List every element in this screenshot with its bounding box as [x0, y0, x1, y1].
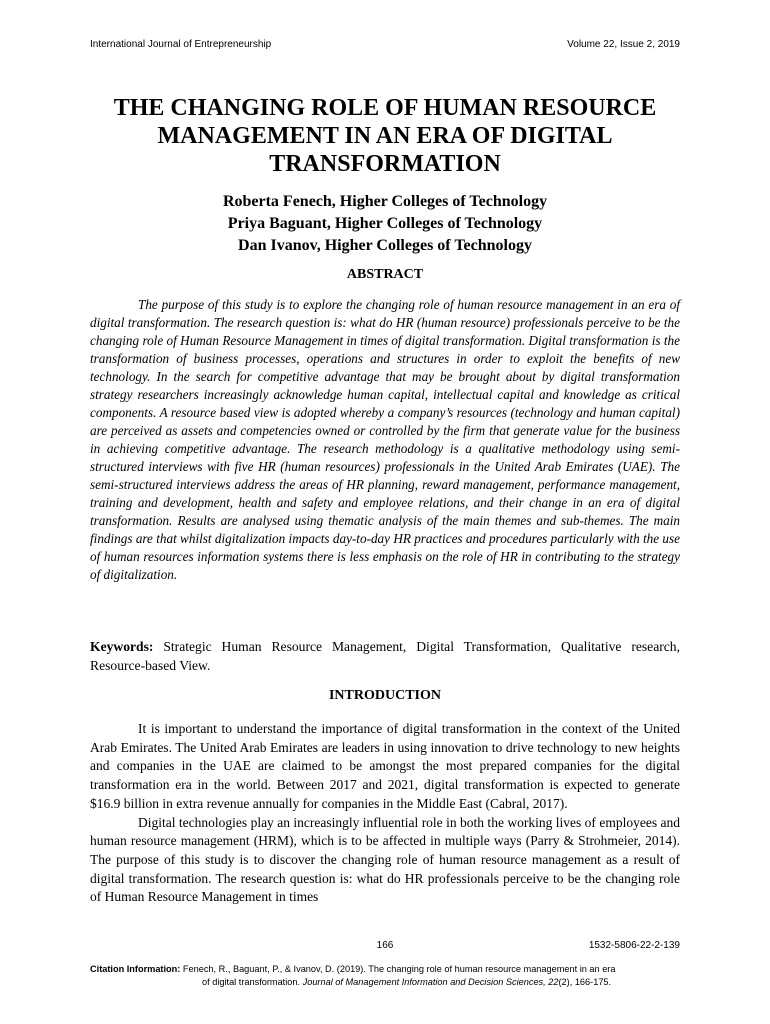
citation-text-3: (2), 166-175.: [558, 977, 612, 987]
author-2: Priya Baguant, Higher Colleges of Technology: [227, 215, 543, 232]
citation-line-2: [90, 976, 680, 989]
citation-information: [90, 963, 680, 989]
intro-paragraph-2: Digital technologies play an increasingly influential role in both the working lives of employees and human resource management (HRM), which is to be affected in multiple ways (Parry & Strohmeier, 2014). The purpose of this study is to discover the changing role of human resource management as a result of digital transformation. The research question is: what do HR professionals perceive to be the changing role of Human Resource Management in times: [90, 814, 680, 905]
journal-name: International Journal of Entrepreneurship: [90, 39, 272, 50]
citation-text-1: Fenech, R., Baguant, P., & Ivanov, D. (2019). The changing role of human resource management in an era: [180, 964, 616, 974]
introduction-heading: INTRODUCTION: [328, 688, 441, 703]
author-3: Dan Ivanov, Higher Colleges of Technology: [238, 237, 532, 254]
citation-text-2: of digital transformation.: [202, 977, 303, 987]
page-number: 166: [376, 940, 394, 951]
title-line-1: THE CHANGING ROLE OF HUMAN RESOURCE: [113, 95, 657, 121]
keywords-label: Keywords:: [90, 639, 154, 654]
intro-paragraph-1: It is important to understand the importance of digital transformation in the context of the United Arab Emirates. The United Arab Emirates are leaders in using innovation to drive technology to new heights and companies in the UAE are claimed to be amongst the most prepared companies for the digital transformation era in the world. Between 2017 and 2021, digital transformation is expected to generate $16.9 billion in extra revenue annually for companies in the Middle East (Cabral, 2017).: [90, 721, 680, 811]
keywords: [90, 637, 680, 675]
volume-issue: Volume 22, Issue 2, 2019: [567, 39, 680, 50]
title-line-3: TRANSFORMATION: [269, 151, 501, 177]
abstract-text: The purpose of this study is to explore the changing role of human resource management in an era of digital transformation. The research question is: what do HR (human resource) professionals perceive to be the changing role of Human Resource Management in times of digital transformation. Digital transformation is the transformation of business processes, operations and structures in order to exploit the benefits of new technology. In the search for competitive advantage that may be brought about by digital transformation strategy researchers increasingly acknowledge human capital, intellectual capital and knowledge as critical components. A resource based view is adopted whereby a company’s resources (technology and human capital) are perceived as assets and competencies owned or controlled by the firm that generate value for the business in achieving competitive advantage. The research methodology is a qualitative methodology using semi-structured interviews with five HR (human resources) professionals in the United Arab Emirates (UAE). The semi-structured interviews address the areas of HR planning, reward management, performance management, training and development, health and safety and employee relations, and their change in an era of digital transformation. Results are analysed using thematic analysis of the main themes and sub-themes. The main findings are that whilst digitalization impacts day-to-day HR practices and procedures particularly with the use of human resources information systems there is less emphasis on the role of HR in contributing to the strategy of digitalization.: [90, 297, 680, 582]
keywords-text: Strategic Human Resource Management, Digital Transformation, Qualitative research, Resource-based View.: [90, 639, 680, 673]
title-line-2: MANAGEMENT IN AN ERA OF DIGITAL: [157, 123, 613, 149]
paper-title: [90, 94, 680, 178]
citation-label: Citation Information:: [90, 964, 181, 974]
author-list: [90, 191, 680, 257]
running-head: [90, 39, 680, 50]
abstract-heading: ABSTRACT: [346, 267, 424, 282]
citation-journal: Journal of Management Information and Decision Sciences, 22: [302, 977, 559, 987]
introduction-body: [90, 720, 680, 907]
issn: 1532-5806-22-2-139: [588, 940, 680, 951]
author-1: Roberta Fenech, Higher Colleges of Technology: [222, 193, 548, 210]
